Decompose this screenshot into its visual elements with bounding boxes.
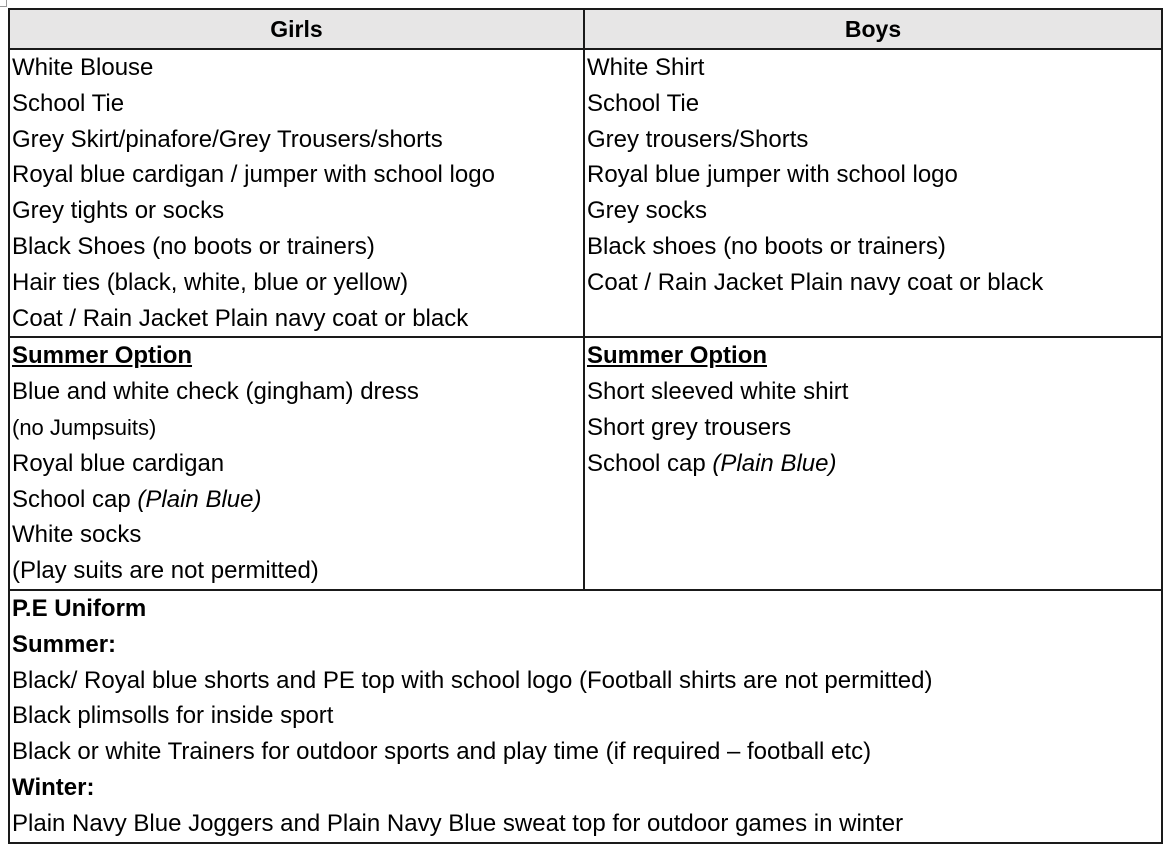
girls-item: White Blouse: [12, 54, 154, 81]
pe-title: P.E Uniform: [12, 594, 147, 622]
pe-uniform-cell: [9, 590, 1162, 843]
boys-main-cell: [584, 49, 1162, 337]
girls-item: Royal blue cardigan / jumper with school logo: [12, 161, 495, 189]
girls-summer-item: (Play suits are not permitted): [12, 557, 319, 585]
girls-item: Black Shoes (no boots or trainers): [12, 232, 375, 260]
girls-summer-cap-line: [12, 482, 583, 518]
girls-item: Grey tights or socks: [12, 197, 225, 225]
page-corner-mark: [0, 0, 7, 7]
boys-summer-item: School cap: [587, 449, 706, 477]
pe-winter-item: Plain Navy Blue Joggers and Plain Navy Blue sweat top for outdoor games in winter: [12, 809, 904, 837]
pe-uniform-row: [9, 590, 1162, 843]
girls-summer-item: School cap: [12, 485, 131, 513]
girls-header: Girls: [9, 9, 584, 49]
summer-option-row: [9, 337, 1162, 590]
boys-summer-cap-line: [587, 446, 1161, 482]
header-row: [9, 9, 1162, 49]
boys-summer-cell: [584, 337, 1162, 590]
girls-summer-item: White socks: [12, 521, 142, 549]
boys-item: Grey socks: [587, 197, 708, 225]
boys-item: Royal blue jumper with school logo: [587, 161, 958, 189]
girls-item: Coat / Rain Jacket Plain navy coat or black: [12, 304, 469, 332]
boys-summer-item: Short sleeved white shirt: [587, 378, 849, 406]
girls-summer-cell: [9, 337, 584, 590]
girls-item: Grey Skirt/pinafore/Grey Trousers/shorts: [12, 125, 443, 153]
girls-main-cell: [9, 49, 584, 337]
boys-item: Coat / Rain Jacket Plain navy coat or black: [587, 268, 1044, 296]
boys-item: School Tie: [587, 89, 700, 117]
girls-item: Hair ties (black, white, blue or yellow): [12, 268, 409, 296]
girls-summer-item: Blue and white check (gingham) dress: [12, 378, 419, 406]
boys-item: White Shirt: [587, 54, 705, 81]
main-uniform-row: [9, 49, 1162, 337]
uniform-table: [8, 8, 1163, 844]
pe-summer-item: Black/ Royal blue shorts and PE top with school logo (Football shirts are not permitted): [12, 666, 933, 694]
girls-summer-item: Royal blue cardigan: [12, 449, 225, 477]
boys-item: Black shoes (no boots or trainers): [587, 232, 946, 260]
girls-cap-note: (Plain Blue): [137, 485, 262, 513]
boys-cap-note: (Plain Blue): [712, 449, 837, 477]
pe-summer-item: Black plimsolls for inside sport: [12, 702, 334, 730]
boys-summer-item: Short grey trousers: [587, 413, 792, 441]
girls-summer-heading: Summer Option: [12, 342, 193, 370]
boys-header: Boys: [584, 9, 1162, 49]
pe-summer-label: Summer:: [12, 630, 117, 658]
boys-summer-heading: Summer Option: [587, 342, 768, 370]
girls-item: School Tie: [12, 89, 125, 117]
boys-item: Grey trousers/Shorts: [587, 125, 809, 153]
girls-summer-item: (no Jumpsuits): [12, 414, 157, 440]
pe-summer-item: Black or white Trainers for outdoor sports and play time (if required – football etc): [12, 738, 872, 766]
pe-winter-label: Winter:: [12, 773, 95, 801]
